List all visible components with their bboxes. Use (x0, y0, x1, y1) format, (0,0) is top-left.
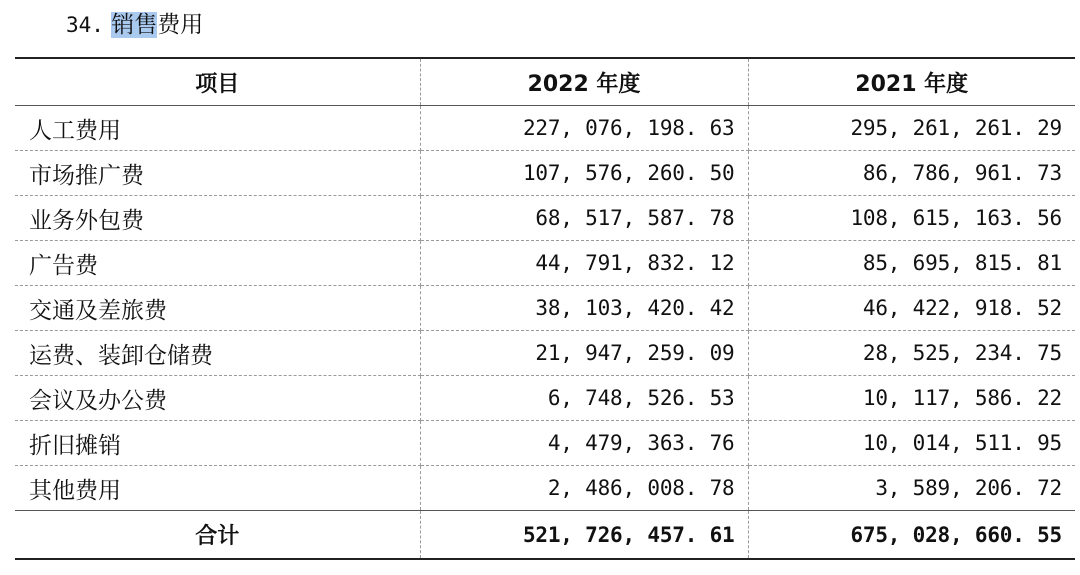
row-item: 其他费用 (15, 466, 420, 511)
row-item: 运费、装卸仓储费 (15, 331, 420, 376)
table-row (15, 241, 1075, 286)
header-row (15, 58, 1075, 106)
value-2022: 44, 791, 832. 12 (420, 241, 748, 286)
table-row (15, 151, 1075, 196)
table-row (15, 376, 1075, 421)
value-2022: 4, 479, 363. 76 (420, 421, 748, 466)
header-2022: 2022 年度 (420, 58, 748, 106)
value-2021: 46, 422, 918. 52 (748, 286, 1075, 331)
row-item: 人工费用 (15, 106, 420, 151)
value-2022: 21, 947, 259. 09 (420, 331, 748, 376)
total-2021: 675, 028, 660. 55 (748, 511, 1075, 560)
value-2022: 6, 748, 526. 53 (420, 376, 748, 421)
table-row (15, 106, 1075, 151)
table-row (15, 196, 1075, 241)
section-heading (66, 8, 203, 42)
total-row (15, 511, 1075, 560)
table-row (15, 421, 1075, 466)
highlighted-title-text[interactable]: 销售 (111, 12, 158, 38)
sales-expense-table (15, 57, 1075, 560)
section-number: 34. (66, 13, 104, 37)
table-row (15, 466, 1075, 511)
title-text: 费用 (157, 12, 204, 38)
row-item: 业务外包费 (15, 196, 420, 241)
value-2021: 85, 695, 815. 81 (748, 241, 1075, 286)
value-2021: 86, 786, 961. 73 (748, 151, 1075, 196)
row-item: 会议及办公费 (15, 376, 420, 421)
value-2021: 108, 615, 163. 56 (748, 196, 1075, 241)
header-item: 项目 (15, 58, 420, 106)
header-2021: 2021 年度 (748, 58, 1075, 106)
row-item: 折旧摊销 (15, 421, 420, 466)
value-2021: 10, 117, 586. 22 (748, 376, 1075, 421)
value-2021: 3, 589, 206. 72 (748, 466, 1075, 511)
row-item: 市场推广费 (15, 151, 420, 196)
value-2021: 295, 261, 261. 29 (748, 106, 1075, 151)
table-row (15, 286, 1075, 331)
table-row (15, 331, 1075, 376)
total-2022: 521, 726, 457. 61 (420, 511, 748, 560)
value-2022: 227, 076, 198. 63 (420, 106, 748, 151)
row-item: 交通及差旅费 (15, 286, 420, 331)
value-2022: 38, 103, 420. 42 (420, 286, 748, 331)
value-2021: 28, 525, 234. 75 (748, 331, 1075, 376)
value-2022: 68, 517, 587. 78 (420, 196, 748, 241)
value-2022: 107, 576, 260. 50 (420, 151, 748, 196)
value-2022: 2, 486, 008. 78 (420, 466, 748, 511)
row-item: 广告费 (15, 241, 420, 286)
value-2021: 10, 014, 511. 95 (748, 421, 1075, 466)
total-label: 合计 (15, 511, 420, 560)
